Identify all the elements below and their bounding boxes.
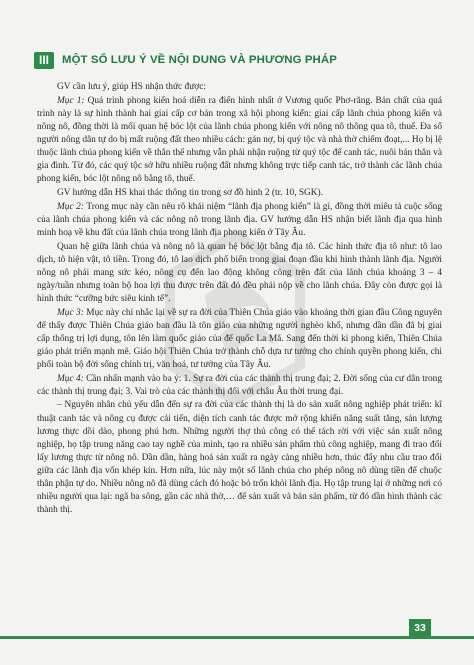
footer-divider <box>0 636 474 639</box>
paragraph-text: – Nguyên nhân chủ yếu dẫn đến sự ra đời của các thành thị là do sản xuất nông nghiệp phát triển: kĩ thuật canh tác và nông cụ được cải tiến, diện tích canh tác được mở rộng khiến năng suất tăng, sản lượng lương thực dồi dào, phong phú hơn. Những người thợ thủ công có thể tách rời với việc sản xuất nông nghiệp, họ tập trung năng cao tay nghề của mình, tạo ra nhiều sản phẩm thủ công nghiệp, mang đi trao đổi lấy lương thực từ nông nô. Dần dần, hàng hoá sản xuất ra ngày càng nhiều hơn, thúc đẩy nhu cầu trao đổi giữa các lãnh địa vốn khép kín. Hơn nữa, lúc này một số lãnh chúa cho phép nông nô dùng tiền để chuộc thân phận tự do. Nhiều nông nô đã dùng cách đó hoặc bỏ trốn khỏi lãnh địa. Họ tập trung lại ở những nơi có nhiều người qua lại: ngã ba sông, gần các nhà thờ,… để sản xuất và bán sản phẩm, từ đó dần hình thành các thành thị. <box>37 400 442 516</box>
paragraph-text: Mục này chỉ nhắc lại về sự ra đời của Thiên Chúa giáo vào khoảng thời gian đầu Công nguyên để thấy được Thiên Chúa giáo ban đầu là tôn giáo của những người nghèo khổ, nhưng dần dần đã bị giai cấp thống trị lợi dụng, tôn lên làm quốc giáo của đế quốc La Mã. Sang đến thời kì phong kiến, Thiên Chúa giáo phát triển mạnh mẽ. Giáo hội Thiên Chúa trở thành chỗ dựa tư tưởng cho chính quyền phong kiến, chi phối toàn bộ đời sống chính trị, văn hoá, tư tưởng của Tây Âu. <box>37 307 442 370</box>
paragraph <box>37 81 442 94</box>
paragraph-text: GV hướng dẫn HS khai thác thông tin trong sơ đồ hình 2 (tr. 10, SGK). <box>57 187 324 198</box>
body-text <box>37 81 442 518</box>
section-title: MỘT SỐ LƯU Ý VỀ NỘI DUNG VÀ PHƯƠNG PHÁP <box>62 54 337 66</box>
paragraph <box>37 399 442 517</box>
paragraph-text: Trong mục này cần nêu rõ khái niệm “lãnh địa phong kiến” là gì, đồng thời miêu tả cuộc sống của lãnh chúa phong kiến và các nông nô trong lãnh địa. GV hướng dẫn HS nhận biết lãnh địa qua hình minh hoạ về khu đất của lãnh chúa trong lãnh địa phong kiến ở Tây Âu. <box>37 201 442 238</box>
paragraph-label: Mục 2: <box>57 201 84 212</box>
paragraph <box>37 187 442 200</box>
paragraph-label: Mục 1: <box>57 95 85 106</box>
paragraph-text: Quan hệ giữa lãnh chúa và nông nô là quan hệ bóc lột bằng địa tô. Các hình thức địa tô như: tô lao dịch, tô hiện vật, tô tiền. Trong đó, tô lao dịch phổ biến trong giai đoạn đầu khi hình thành lãnh địa. Người nông nô phải mang sức kéo, nông cụ đến lao động không công trên đất của lãnh chúa khoảng 3 – 4 ngày/tuần nhưng toàn bộ hoa lợi thu được trên đất đó đều phải nộp về cho lãnh chúa. Đây còn được gọi là hình thức “cưỡng bức siêu kinh tế”. <box>37 241 442 304</box>
paragraph <box>37 307 442 372</box>
section-heading <box>34 50 444 70</box>
paragraph-label: Mục 4: <box>57 373 84 384</box>
paragraph <box>37 241 442 306</box>
paragraph-text: Quá trình phong kiến hoá diễn ra điển hình nhất ở Vương quốc Phơ-răng. Bản chất của quá trình này là sự hình thành hai giai cấp cơ bản trong xã hội phong kiến: giai cấp lãnh chúa phong kiến và nông nô, đồng thời là mối quan hệ bóc lột của lãnh chúa phong kiến với nông nô thông qua tô, thuế. Đa số người nông dân tự do bị mất ruộng đất theo nhiều cách: gán nợ, bị quý tộc và nhà thờ chiếm đoạt,... Họ bị lệ thuộc lãnh chúa phong kiến về thân thể nhưng vẫn phải nhận ruộng từ quý tộc để canh tác, nuôi bản thân và gia đình. Từ đó, các quý tộc sở hữu nhiều ruộng đất nhưng không trực tiếp canh tác, trở thành các lãnh chúa phong kiến, bóc lột nông nô bằng tô, thuế. <box>37 95 442 185</box>
paragraph-text: GV cần lưu ý, giúp HS nhận thức được: <box>57 82 206 92</box>
paragraph <box>37 373 442 399</box>
paragraph <box>37 201 442 240</box>
paragraph-text: Cần nhấn mạnh vào ba ý: 1. Sự ra đời của các thành thị trung đại; 2. Đời sống của cư dân trong các thành thị trung đại; 3. Vai trò của các thành thị đối với châu Âu thời trung đại. <box>37 373 442 397</box>
paragraph <box>37 95 442 187</box>
section-number-badge: III <box>34 52 54 69</box>
paragraph-label: Mục 3: <box>57 307 84 318</box>
page-number: 33 <box>409 619 431 636</box>
